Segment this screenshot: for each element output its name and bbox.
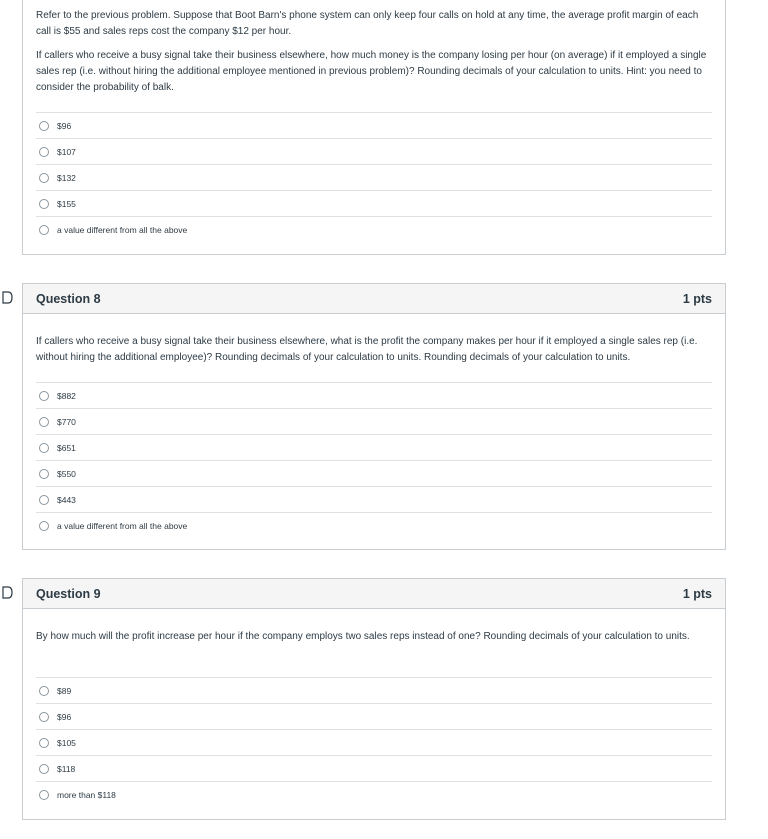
answer-option[interactable] — [36, 382, 712, 408]
radio-button[interactable] — [39, 764, 49, 774]
answer-label: more than $118 — [57, 789, 116, 800]
answer-label: $89 — [57, 685, 72, 696]
radio-button[interactable] — [39, 790, 49, 800]
answer-label: $770 — [57, 416, 76, 427]
radio-button[interactable] — [39, 199, 49, 209]
answer-option[interactable] — [36, 190, 712, 216]
question-7-text-para2: If callers who receive a busy signal take their business elsewhere, how much money is the company losing per hour (on average) if it employed a single sales rep (i.e. without hiring the additional employee mentioned in previous problem)? Rounding decimals of your calculation to units. Hint: you need to consider the probability of balk. — [36, 50, 707, 93]
question-9-header — [23, 579, 725, 609]
radio-button[interactable] — [39, 521, 49, 531]
question-7-text-para1: Refer to the previous problem. Suppose that Boot Barn's phone system can only keep four calls on hold at any time, the average profit margin of each call is $55 and sales reps cost the company $12 per hour. — [36, 10, 699, 37]
answer-option[interactable] — [36, 408, 712, 434]
answer-label: a value different from all the above — [57, 520, 188, 531]
answer-option[interactable] — [36, 729, 712, 755]
question-9-points: 1 pts — [682, 586, 712, 601]
question-9-title: Question 9 — [36, 586, 101, 601]
answer-label: $550 — [57, 468, 76, 479]
answer-label: $155 — [57, 198, 76, 209]
answer-label: $118 — [57, 763, 76, 774]
question-9-text — [36, 629, 712, 645]
radio-button[interactable] — [39, 738, 49, 748]
answer-label: a value different from all the above — [57, 224, 188, 235]
flag-question-icon[interactable] — [2, 586, 13, 599]
question-8-answers — [36, 382, 712, 538]
answer-option[interactable] — [36, 703, 712, 729]
question-9-card — [22, 578, 726, 820]
answer-option[interactable] — [36, 460, 712, 486]
radio-button[interactable] — [39, 225, 49, 235]
question-8-header — [23, 284, 725, 314]
radio-button[interactable] — [39, 686, 49, 696]
answer-label: $96 — [57, 120, 72, 131]
radio-button[interactable] — [39, 121, 49, 131]
question-8-points: 1 pts — [682, 291, 712, 306]
question-8-title: Question 8 — [36, 291, 101, 306]
answer-label: $651 — [57, 442, 76, 453]
question-7-card — [22, 0, 726, 255]
radio-button[interactable] — [39, 391, 49, 401]
question-7-text — [36, 8, 712, 96]
answer-label: $882 — [57, 390, 76, 401]
answer-label: $443 — [57, 494, 76, 505]
radio-button[interactable] — [39, 417, 49, 427]
answer-option[interactable] — [36, 781, 712, 807]
question-9-text-para: By how much will the profit increase per hour if the company employs two sales reps instead of one? Rounding decimals of your calculation to units. — [36, 631, 690, 642]
answer-option[interactable] — [36, 486, 712, 512]
answer-label: $96 — [57, 711, 72, 722]
answer-label: $105 — [57, 737, 76, 748]
answer-option[interactable] — [36, 512, 712, 538]
answer-option[interactable] — [36, 677, 712, 703]
answer-label: $107 — [57, 146, 76, 157]
question-9-answers — [36, 677, 712, 807]
answer-option[interactable] — [36, 164, 712, 190]
answer-option[interactable] — [36, 216, 712, 242]
radio-button[interactable] — [39, 469, 49, 479]
answer-option[interactable] — [36, 434, 712, 460]
answer-option[interactable] — [36, 755, 712, 781]
radio-button[interactable] — [39, 173, 49, 183]
answer-option[interactable] — [36, 138, 712, 164]
question-8-card — [22, 283, 726, 550]
answer-label: $132 — [57, 172, 76, 183]
question-8-text-para: If callers who receive a busy signal take their business elsewhere, what is the profit the company makes per hour if it employed a single sales rep (i.e. without hiring the additional employee)? Rounding decimals of your calculation to units. Rounding decimals of your calculation to units. — [36, 336, 698, 363]
question-8-text — [36, 334, 712, 366]
radio-button[interactable] — [39, 443, 49, 453]
question-7-answers — [36, 112, 712, 242]
radio-button[interactable] — [39, 147, 49, 157]
flag-question-icon[interactable] — [2, 291, 13, 304]
radio-button[interactable] — [39, 495, 49, 505]
answer-option[interactable] — [36, 112, 712, 138]
radio-button[interactable] — [39, 712, 49, 722]
